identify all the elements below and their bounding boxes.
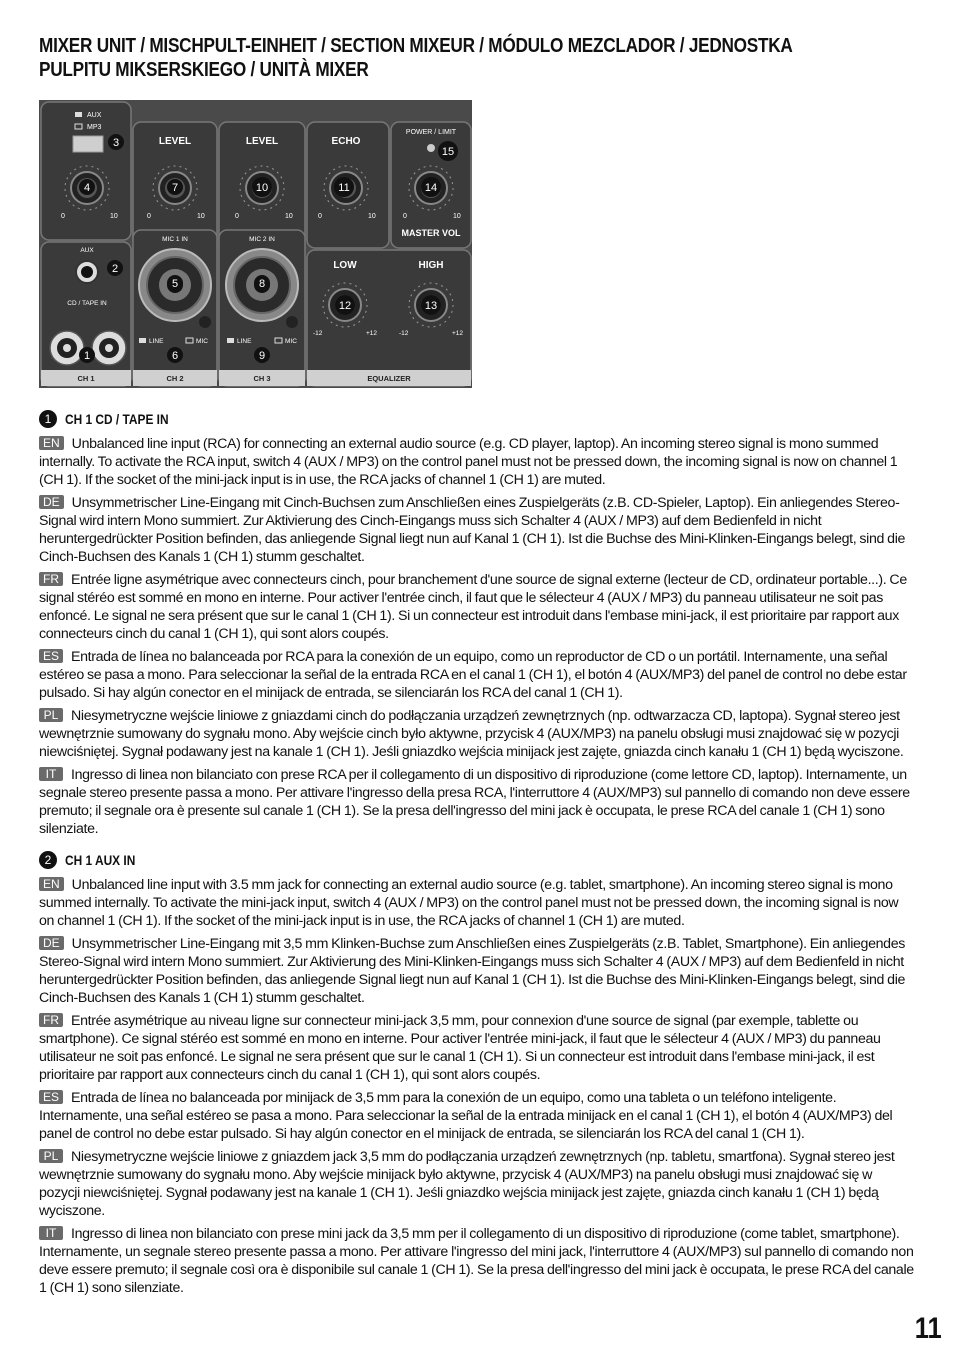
callout-2: 2 — [111, 263, 119, 275]
scale-max: 10 — [368, 213, 376, 220]
callout-5: 5 — [171, 278, 179, 290]
callout-10: 10 — [255, 182, 269, 194]
callout-3: 3 — [112, 137, 120, 149]
eq-min: -12 — [313, 330, 323, 337]
ch1-label: CH 1 — [77, 374, 95, 383]
language-tag: PL — [39, 708, 63, 722]
callout-13: 13 — [424, 300, 438, 312]
eq-min: -12 — [399, 330, 409, 337]
callout-12: 12 — [338, 300, 352, 312]
power-limit-label: POWER / LIMIT — [405, 129, 457, 136]
mixer-panel-illustration — [39, 100, 472, 388]
scale-max: 10 — [453, 213, 461, 220]
cd-tape-label: CD / TAPE IN — [67, 300, 107, 307]
paragraph-text: Unbalanced line input with 3.5 mm jack for connecting an external audio source (e.g. tablet, smartphone). An incoming stereo signal is mono summed internally. To activate the mini-jack input, switch 4 (AUX / MP3) on the control panel must not be pressed down, the incoming signal is now on channel 1 (CH 1). If the socket of the mini-jack input is in use, the RCA jacks of channel 1 (CH 1) are muted. — [39, 877, 899, 929]
section-ch1-aux-in — [39, 850, 915, 1297]
paragraph-text: Unsymmetrischer Line-Eingang mit 3,5 mm Klinken-Buchse zum Anschließen eines Zuspielgeräts (z.B. Tablet, Smartphone). Ein anliegendes Stereo-Signal wird intern Mono summiert. Zur Aktivierung des Mini-Klinken-Eingangs muss sich Schalter 4 (AUX / MP3) auf dem Bedienfeld in nicht heruntergedrückter Position befinden, das anliegende Signal liegt nun auf Kanal 1 (CH 1). Ist die Buchse des Mini-Klinken-Eingangs belegt, sind die Cinch-Buchsen des Kanals 1 (CH 1) stumm geschaltet. — [39, 936, 906, 1006]
callout-4: 4 — [83, 182, 91, 194]
paragraph-de — [39, 935, 915, 1007]
section-heading — [39, 409, 915, 429]
section-heading — [39, 850, 915, 870]
callout-7: 7 — [171, 182, 179, 194]
paragraph-text: Entrada de línea no balanceada por minijack de 3,5 mm para la conexión de un equipo, como una tableta o un teléfono inteligente. Internamente, una señal estéreo se pasa a mono. Para seleccionar la señal de la entrada minijack en el canal 1 (CH 1), el botón 4 (AUX/MP3) del panel de control no debe estar pulsado. Si hay algún conector en el minijack de entrada, se silenciarán los RCA del canal 1 (CH 1). — [39, 1090, 893, 1142]
paragraph-text: Unsymmetrischer Line-Eingang mit Cinch-Buchsen zum Anschließen eines Zuspielgeräts (z.B. CD-Spieler, Laptop). Ein anliegendes Stereo-Signal wird intern Mono summiert. Zur Aktivierung des Cinch-Eingangs muss sich Schalter 4 (AUX / MP3) auf dem Bedienfeld in nicht heruntergedrückter Position befinden, das anliegende Signal liegt nun auf Kanal 1 (CH 1). Ist die Buchse des Mini-Klinken-Eingangs belegt, sind die Cinch-Buchsen des Kanals 1 (CH 1) stumm geschaltet. — [39, 495, 906, 565]
language-tag: IT — [39, 767, 63, 781]
language-tag: IT — [39, 1226, 63, 1240]
mic1-label: MIC 1 IN — [162, 236, 188, 243]
paragraph-en — [39, 876, 915, 930]
paragraph-es — [39, 1089, 915, 1143]
scale-min: 0 — [61, 213, 65, 220]
paragraph-it — [39, 1225, 915, 1297]
callout-15: 15 — [441, 146, 455, 158]
scale-min: 0 — [403, 213, 407, 220]
language-tag: FR — [39, 572, 63, 586]
scale-min: 0 — [147, 213, 151, 220]
paragraph-text: Ingresso di linea non bilanciato con prese mini jack da 3,5 mm per il collegamento di un dispositivo di riproduzione (come tablet, smartphone). Internamente, un segnale stereo presente passa a mono. Per attivare l'ingresso del mini jack, l'interruttore 4 (AUX/MP3) sul pannello di comando non deve essere premuto; il segnale così ora è disponibile sul canale 1 (CH 1). Se la presa dell'ingresso del mini jack è occupata, le prese RCA del canale 1 (CH 1) sono silenziate. — [39, 1226, 914, 1296]
callout-14: 14 — [424, 182, 438, 194]
paragraph-de — [39, 494, 915, 566]
ch3-line-label: LINE — [237, 338, 252, 345]
scale-min: 0 — [318, 213, 322, 220]
switch-aux-label: AUX — [87, 112, 102, 119]
language-tag: DE — [39, 495, 64, 509]
language-tag: ES — [39, 649, 63, 663]
paragraph-es — [39, 648, 915, 702]
section-title: CH 1 AUX IN — [65, 852, 136, 868]
ch2-label: CH 2 — [166, 374, 184, 383]
equalizer-label: EQUALIZER — [367, 374, 411, 383]
section-number-badge: 1 — [39, 410, 57, 428]
content — [39, 409, 915, 1309]
switch-mp3-label: MP3 — [87, 124, 102, 131]
aux-minijack — [76, 261, 98, 283]
paragraph-pl — [39, 1148, 915, 1220]
paragraph-fr — [39, 1012, 915, 1084]
callout-8: 8 — [258, 278, 266, 290]
paragraph-text: Entrée asymétrique au niveau ligne sur connecteur mini-jack 3,5 mm, pour connexion d'une source de signal (par exemple, tablette ou smartphone). Ce signal stéréo est sommé en mono en interne. Pour activer l'entrée mini-jack, il faut que le sélecteur 4 (AUX / MP3) du panneau utilisateur ne soit pas enfoncé. Le signal ne sera présent que sur le canal 1 (CH 1). Si un connecteur est introduit dans l'embase mini-jack, il est prioritaire par rapport aux connecteurs cinch du canal 1 (CH 1), qui sont alors coupés. — [39, 1013, 881, 1083]
scale-max: 10 — [110, 213, 118, 220]
eq-max: +12 — [366, 330, 378, 337]
paragraph-en — [39, 435, 915, 489]
section-ch1-cd-tape-in — [39, 409, 915, 838]
callout-6: 6 — [171, 350, 179, 362]
paragraph-text: Niesymetryczne wejście liniowe z gniazdami cinch do podłączania urządzeń zewnętrznych (np. odtwarzacza CD, laptopa). Sygnał stereo jest wewnętrznie sumowany do sygnału mono. Aby wejście cinch było aktywne, przycisk 4 (AUX/MP3) na panelu obsługi musi znajdować się w pozycji niewciśniętej. Sygnał podawany jest na kanale 1 (CH 1). Jeśli gniazdko wejścia minijack jest zajęte, gniazda cinch kanału 1 (CH 1) będą wyciszone. — [39, 708, 904, 760]
mixer-panel-diagram — [39, 100, 472, 388]
paragraph-fr — [39, 571, 915, 643]
callout-11: 11 — [338, 182, 350, 194]
ch2-level-label: LEVEL — [158, 136, 192, 147]
eq-max: +12 — [452, 330, 464, 337]
callout-1: 1 — [83, 350, 91, 362]
eq-high-label: HIGH — [418, 260, 444, 271]
paragraph-text: Niesymetryczne wejście liniowe z gniazdem jack 3,5 mm do podłączania urządzeń zewnętrznych (np. tabletu, smartfona). Sygnał stereo jest wewnętrznie sumowany do sygnału mono. Aby wejście minijack było aktywne, przycisk 4 (AUX/MP3) na panelu obsługi musi znajdować się w pozycji niewciśniętej. Sygnał podawany jest na kanale 1 (CH 1). Jeśli gniazdko wejścia minijack jest zajęte, gniazda cinch kanału 1 (CH 1) będą wyciszone. — [39, 1149, 895, 1219]
language-tag: EN — [39, 436, 64, 450]
ch2-line-label: LINE — [149, 338, 164, 345]
paragraph-it — [39, 766, 915, 838]
aux-mp3-switch — [73, 136, 103, 152]
eq-low-label: LOW — [333, 260, 357, 271]
aux-label: AUX — [80, 247, 94, 254]
paragraph-pl — [39, 707, 915, 761]
paragraph-text: Entrée ligne asymétrique avec connecteurs cinch, pour branchement d'une source de signal externe (lecteur de CD, ordinateur portable...). Ce signal stéréo est sommé en mono en interne. Pour activer l'entrée cinch, il faut que le sélecteur 4 (AUX / MP3) du panneau utilisateur ne soit pas enfoncé. Le signal ne sera présent que sur le canal 1 (CH 1). Si un connecteur est introduit dans l'embase mini-jack, il est prioritaire par rapport aux connecteurs cinch du canal 1 (CH 1), qui sont alors coupés. — [39, 572, 907, 642]
mic2-label: MIC 2 IN — [249, 236, 275, 243]
paragraph-text: Entrada de línea no balanceada por RCA para la conexión de un equipo, como un reproductor de CD o un portátil. Internamente, una señal estéreo se pasa a mono. Para seleccionar la señal de la entrada RCA en el canal 1 (CH 1), el botón 4 (AUX/MP3) del panel de control no debe estar pulsado. Si hay algún conector en el minijack de entrada, se silenciarán los RCA del canal 1 (CH 1). — [39, 649, 907, 701]
echo-label: ECHO — [331, 136, 361, 147]
scale-min: 0 — [235, 213, 239, 220]
section-title: CH 1 CD / TAPE IN — [65, 411, 169, 427]
power-limit-led — [427, 144, 435, 152]
language-tag: PL — [39, 1149, 63, 1163]
ch2-mic-label: MIC — [196, 338, 208, 345]
paragraph-text: Ingresso di linea non bilanciato con prese RCA per il collegamento di un dispositivo di riproduzione (come lettore CD, laptop). Internamente, un segnale stereo presente passa a mono. Per attivare l'ingresso della presa RCA, l'interruttore 4 (AUX/MP3) sul pannello di comando non deve essere premuto; il segnale ora è presente sul canale 1 (CH 1). Se la presa dell'ingresso del mini jack è occupata, le prese RCA del canale 1 (CH 1) sono silenziate. — [39, 767, 910, 837]
ch3-mic-label: MIC — [285, 338, 297, 345]
scale-max: 10 — [285, 213, 293, 220]
callout-9: 9 — [258, 350, 266, 362]
language-tag: ES — [39, 1090, 63, 1104]
scale-max: 10 — [197, 213, 205, 220]
language-tag: FR — [39, 1013, 63, 1027]
language-tag: EN — [39, 877, 64, 891]
section-number-badge: 2 — [39, 851, 57, 869]
ch3-label: CH 3 — [253, 374, 271, 383]
language-tag: DE — [39, 936, 64, 950]
paragraph-text: Unbalanced line input (RCA) for connecting an external audio source (e.g. CD player, laptop). An incoming stereo signal is mono summed internally. To activate the RCA input, switch 4 (AUX / MP3) on the control panel must not be pressed down, the incoming signal is now on channel 1 (CH 1). If the socket of the mini-jack input is in use, the RCA jacks of channel 1 (CH 1) are muted. — [39, 436, 898, 488]
page-title: MIXER UNIT / MISCHPULT-EINHEIT / SECTION MIXEUR / MÓDULO MEZCLADOR / JEDNOSTKA PULPITU MIKSERSKIEGO / UNITÀ MIXER — [39, 35, 792, 81]
page-number: 11 — [915, 1312, 942, 1345]
master-vol-label: MASTER VOL — [401, 228, 461, 238]
ch3-level-label: LEVEL — [245, 136, 279, 147]
